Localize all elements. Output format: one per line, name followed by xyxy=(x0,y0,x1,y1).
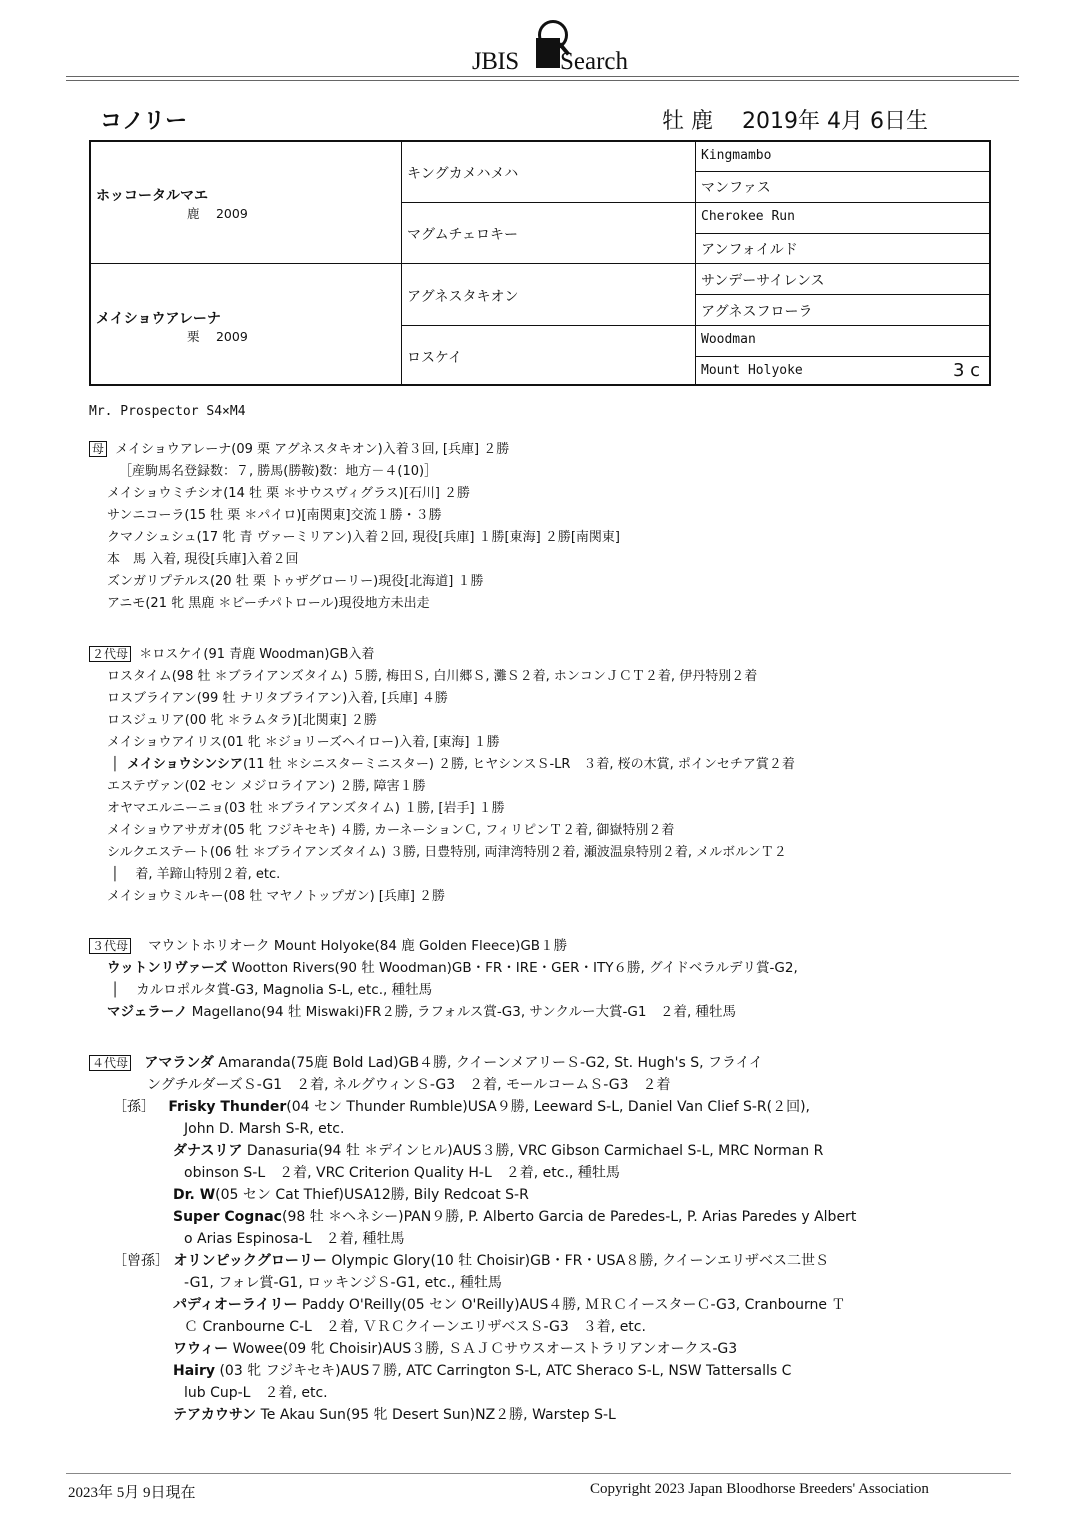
notable-horse-name[interactable]: アマランダ xyxy=(144,1055,214,1071)
great-grandparent-8[interactable]: Mount Holyoke xyxy=(701,363,803,378)
grandsire-paternal[interactable]: キングカメハメハ xyxy=(407,166,519,182)
notable-horse-name[interactable]: ウットンリヴァーズ xyxy=(107,960,228,976)
list-item: サンニコーラ(15 牡 栗 ＊パイロ)[南関東]交流１勝・３勝 xyxy=(107,508,442,523)
grandchildren-label: ［孫］ xyxy=(113,1099,155,1115)
continued-text: o Arias Espinosa-L ２着, 種牡馬 xyxy=(184,1231,405,1247)
third-dam-line: マウントホリオーク Mount Holyoke(84 鹿 Golden Fleece)GB１勝 xyxy=(148,938,568,954)
notable-horse-name[interactable]: パディオーライリー xyxy=(173,1297,298,1313)
notable-horse-name[interactable]: ワウィー xyxy=(173,1341,229,1357)
list-item: ロスジュリア(00 牝 ＊ラムタラ)[北関東] ２勝 xyxy=(107,713,377,728)
continued-text: lub Cup-L ２着, etc. xyxy=(184,1385,328,1401)
row-divider-gg4 xyxy=(695,356,989,357)
notable-horse-name[interactable]: メイショウシンシア xyxy=(127,757,243,772)
notable-horse-record: (05 セン Cat Thief)USA12勝, Bily Redcoat S-R xyxy=(215,1187,529,1203)
list-item: シルクエステート(06 牡 ＊ブライアンズタイム) ３勝, 日豊特別, 両津湾特別２着, 瀬波温泉特別２着, メルボルンＴ２ xyxy=(107,845,787,860)
notable-horse-record: (11 牡 ＊シニスターミニスター) ２勝, ヒヤシンスＳ-LR ３着, 桜の木賞, ポインセチア賞２着 xyxy=(242,757,795,772)
list-item: メイショウミチシオ(14 牡 栗 ＊サウスヴィグラス)[石川] ２勝 xyxy=(107,486,471,501)
continued-text: John D. Marsh S-R, etc. xyxy=(184,1121,345,1137)
row-divider-g2 xyxy=(401,325,989,326)
horse-silhouette-icon xyxy=(536,38,560,68)
footer-copyright: Copyright 2023 Japan Bloodhorse Breeders' Association xyxy=(590,1481,929,1497)
dam-section xyxy=(89,438,620,615)
list-item: ロスブライアン(99 牡 ナリタブライアン)入着, [兵庫] ４勝 xyxy=(107,691,448,706)
great-grandparent-1[interactable]: Kingmambo xyxy=(701,148,772,163)
list-item: オヤマエルニーニョ(03 牡 ＊ブライアンズタイム) １勝, [岩手] １勝 xyxy=(107,801,505,816)
row-divider-gg1 xyxy=(695,171,989,172)
notable-horse-name[interactable]: テアカウサン xyxy=(173,1407,257,1423)
list-item: アニモ(21 牝 黒鹿 ＊ビーチパトロール)現役地方未出走 xyxy=(107,596,430,611)
list-item: 本 馬 入着, 現役[兵庫]入着２回 xyxy=(107,552,299,567)
logo-text-jbis: JBIS xyxy=(472,48,519,75)
granddam-maternal[interactable]: ロスケイ xyxy=(407,350,463,366)
third-dam-tag: ３代母 xyxy=(89,938,131,954)
pedigree-table xyxy=(89,140,991,386)
logo-text-search: Search xyxy=(560,48,629,75)
row-divider-g1 xyxy=(401,202,989,203)
fourth-dam-section xyxy=(89,1052,856,1426)
list-item: ズンガリプテルス(20 牡 栗 トゥザグローリー)現役[北海道] １勝 xyxy=(107,574,484,589)
footer-date: 2023年 5月 9日現在 xyxy=(68,1485,196,1501)
row-divider-gg3 xyxy=(695,294,989,295)
list-item-continued: │ 着, 羊蹄山特別２着, etc. xyxy=(111,867,281,882)
notable-horse-record: (04 セン Thunder Rumble)USA９勝, Leeward S-L, Daniel Van Clief S-R(２回), xyxy=(286,1099,810,1115)
list-item: クマノシュシュ(17 牝 青 ヴァーミリアン)入着２回, 現役[兵庫] １勝[東海] ２勝[南関東] xyxy=(107,530,620,545)
dam-line: メイショウアレーナ(09 栗 アグネスタキオン)入着３回, [兵庫] ２勝 xyxy=(115,442,510,457)
notable-horse-record: Paddy O'Reilly(05 セン O'Reilly)AUS４勝, ＭＲＣイースターＣ-G3, Cranbourne Ｔ xyxy=(297,1297,846,1313)
sire-detail: 鹿 2009 xyxy=(187,206,248,221)
notable-horse-name[interactable]: マジェラーノ xyxy=(107,1004,188,1020)
list-item: メイショウアイリス(01 牝 ＊ジョリーズヘイロー)入着, [東海] １勝 xyxy=(107,735,500,750)
list-item: メイショウアサガオ(05 牝 フジキセキ) ４勝, カーネーションＣ, フィリピンＴ２着, 御嶽特別２着 xyxy=(107,823,675,838)
second-dam-tag: ２代母 xyxy=(89,646,131,662)
row-divider-main xyxy=(91,263,989,264)
list-item: ロスタイム(98 牡 ＊ブライアンズタイム) ５勝, 梅田Ｓ, 白川郷Ｓ, 灘Ｓ２着, ホンコンＪＣＴ２着, 伊丹特別２着 xyxy=(107,669,758,684)
continued-text: Ｃ Cranbourne C-L ２着, ＶＲＣクイーンエリザベスＳ-G3 ３着, etc. xyxy=(184,1319,646,1335)
row-divider-gg2 xyxy=(695,233,989,234)
dam-detail: 栗 2009 xyxy=(187,329,248,344)
continued-text: ングチルダーズＳ-G1 ２着, ネルグウィンＳ-G3 ２着, モールコームＳ-G3 ２着 xyxy=(147,1077,671,1093)
great-grandparent-5[interactable]: サンデーサイレンス xyxy=(701,273,825,289)
continued-text: 着, 羊蹄山特別２着, etc. xyxy=(135,867,281,882)
horse-name: コノリー xyxy=(100,109,188,134)
notable-horse-record: Wowee(09 牝 Choisir)AUS３勝, ＳＡＪＣサウスオーストラリアンオークス-G3 xyxy=(228,1341,738,1357)
notable-horse-name[interactable]: Dr. W xyxy=(173,1187,216,1203)
notable-horse-name[interactable]: Super Cognac xyxy=(173,1209,282,1225)
sire-name[interactable]: ホッコータルマエ xyxy=(96,188,208,204)
dam-name[interactable]: メイショウアレーナ xyxy=(96,311,221,327)
third-dam-section: ３代母 マウントホリオーク Mount Holyoke(84 鹿 Golden Fleece)GB１勝 ウットンリヴァーズ Wootton Rivers(90 牡 Woodman)GB・FR・IRE・GER・ITY６勝, グイドベラルデリ賞-G2, │ カルロポルタ賞-G3, Magnolia S-L, etc., 種牡馬 マジェラーノ Magellano(94 牡 Miswaki)FR２勝, ラフォルス賞-G3, サンクルー大賞-G1 ２着, 種牡馬 xyxy=(89,935,798,1023)
notable-horse-record: Danasuria(94 牡 ＊デインヒル)AUS３勝, VRC Gibson Carmichael S-L, MRC Norman R xyxy=(242,1143,824,1159)
notable-horse-record: Te Akau Sun(95 牝 Desert Sun)NZ２勝, Warstep S-L xyxy=(256,1407,616,1423)
great-grandparent-7[interactable]: Woodman xyxy=(701,332,756,347)
great-grandparent-6[interactable]: アグネスフローラ xyxy=(701,304,813,320)
great-grandchildren-label: ［曾孫］ xyxy=(113,1253,169,1269)
family-number: 3 c xyxy=(953,360,981,381)
notable-horse-record: Olympic Glory(10 牡 Choisir)GB・FR・USA８勝, クイーンエリザベス二世Ｓ xyxy=(326,1253,829,1269)
list-item: メイショウミルキー(08 牡 マヤノトップガン) [兵庫] ２勝 xyxy=(107,889,446,904)
notable-horse-record: (03 牝 フジキセキ)AUS７勝, ATC Carrington S-L, ATC Sheraco S-L, NSW Tattersalls C xyxy=(215,1363,792,1379)
continued-text: obinson S-L ２着, VRC Criterion Quality H-L ２着, etc., 種牡馬 xyxy=(184,1165,620,1181)
notable-horse-name[interactable]: ダナスリア xyxy=(173,1143,243,1159)
notable-horse-name[interactable]: Frisky Thunder xyxy=(168,1099,287,1115)
notable-horse-record: Amaranda(75鹿 Bold Lad)GB４勝, クイーンメアリーＳ-G2, St. Hugh's S, フライイ xyxy=(213,1055,763,1071)
footer-divider xyxy=(66,1473,1011,1474)
notable-horse-record: (98 牡 ＊ヘネシー)PAN９勝, P. Alberto Garcia de Paredes-L, P. Arias Paredes y Albert xyxy=(281,1209,857,1225)
list-item: エステヴァン(02 セン メジロライアン) ２勝, 障害１勝 xyxy=(107,779,426,794)
dam-foals-summary: ［産駒馬名登録数：７, 勝馬(勝鞍)数：地方－４(10)］ xyxy=(119,464,438,479)
horse-info: 牡 鹿 2019年 4月 6日生 xyxy=(662,109,928,134)
great-grandparent-4[interactable]: アンフォイルド xyxy=(701,242,798,258)
great-grandparent-2[interactable]: マンファス xyxy=(701,180,771,196)
list-item: │ メイショウシンシア(11 牡 ＊シニスターミニスター) ２勝, ヒヤシンスＳ-LR ３着, 桜の木賞, ポインセチア賞２着 xyxy=(111,757,795,772)
jbis-search-logo[interactable] xyxy=(470,18,640,74)
grandsire-maternal[interactable]: アグネスタキオン xyxy=(407,289,519,305)
great-grandparent-3[interactable]: Cherokee Run xyxy=(701,209,795,224)
fourth-dam-tag: ４代母 xyxy=(89,1055,131,1071)
granddam-paternal[interactable]: マグムチェロキー xyxy=(407,227,519,243)
continued-text: -G1, フォレ賞-G1, ロッキンジＳ-G1, etc., 種牡馬 xyxy=(184,1275,502,1291)
notable-horse-name[interactable]: Hairy xyxy=(173,1363,215,1379)
inbreeding-note: Mr. Prospector S4×M4 xyxy=(89,404,246,419)
continued-text: カルロポルタ賞-G3, Magnolia S-L, etc., 種牡馬 xyxy=(136,982,433,998)
second-dam-line: ＊ロスケイ(91 青鹿 Woodman)GB入着 xyxy=(139,647,375,662)
header-divider xyxy=(66,76,1019,81)
notable-horse-record: Magellano(94 牡 Miswaki)FR２勝, ラフォルス賞-G3, サンクルー大賞-G1 ２着, 種牡馬 xyxy=(187,1004,737,1020)
notable-horse-name[interactable]: オリンピックグローリー xyxy=(173,1253,327,1269)
second-dam-section xyxy=(89,643,795,908)
notable-horse-record: Wootton Rivers(90 牡 Woodman)GB・FR・IRE・GER・ITY６勝, グイドベラルデリ賞-G2, xyxy=(227,960,798,976)
dam-tag: 母 xyxy=(89,441,107,457)
